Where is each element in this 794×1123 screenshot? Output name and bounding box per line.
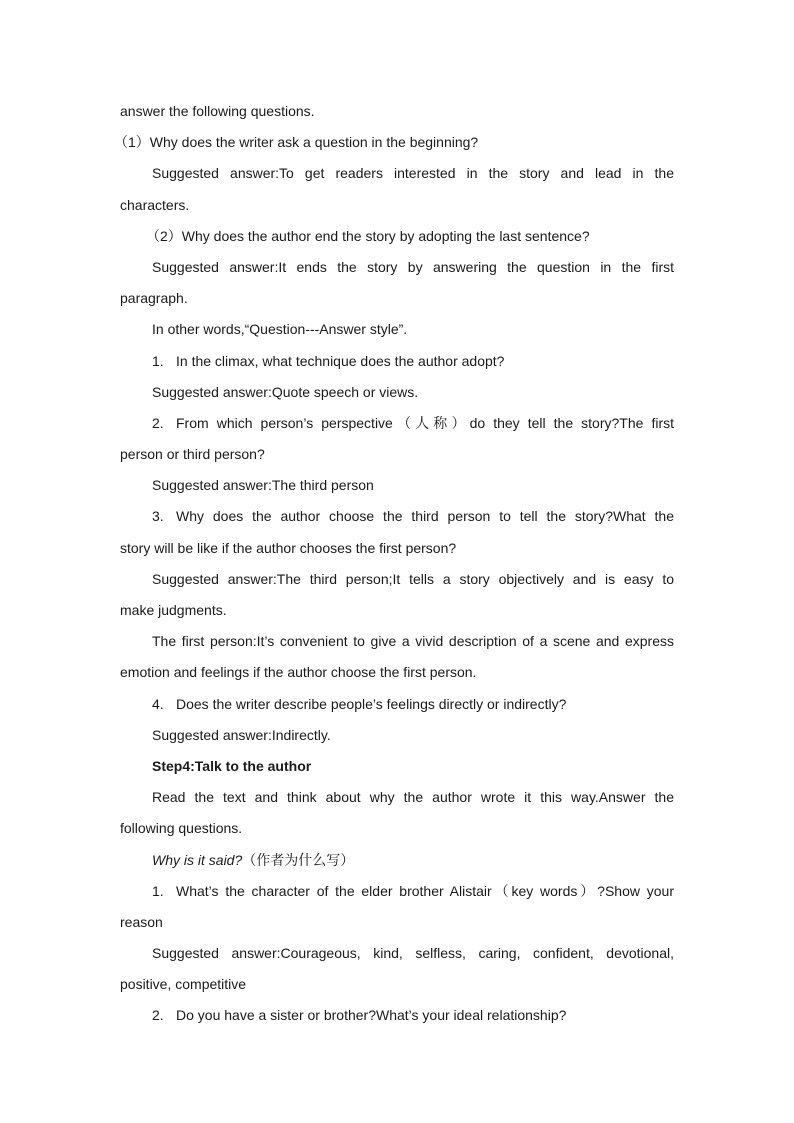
list-number: 3. [152, 508, 164, 525]
question-text: Does the writer describe people’s feelings directly or indirectly? [176, 695, 567, 712]
answer-line: Suggested answer:It ends the story by answering the question in the first [152, 258, 674, 275]
question-1-line: （1）Why does the writer ask a question in the beginning? [114, 134, 479, 151]
answer-line: Suggested answer:Quote speech or views. [152, 383, 419, 400]
chinese-note: （作者为什么写） [242, 851, 355, 868]
answer-line: Suggested answer:To get readers interested in the story and lead in the [152, 165, 674, 182]
text-line: The first person:It’s convenient to give a vivid description of a scene and express [152, 633, 674, 650]
text-line: paragraph. [120, 290, 188, 307]
subheading-line [120, 845, 674, 876]
text-line: In other words,“Question---Answer style”. [152, 321, 408, 338]
text-line: reason [120, 913, 163, 930]
text-line: answer the following questions. [120, 103, 315, 119]
list-number: 4. [152, 695, 164, 712]
list-number: 1. [152, 882, 164, 899]
answer-line: Suggested answer:The third person [152, 477, 374, 494]
numbered-question [120, 876, 674, 907]
numbered-question [120, 408, 674, 439]
text-line: person or third person? [120, 446, 265, 463]
step-heading: Step4:Talk to the author [152, 757, 312, 774]
question-2-line: （2）Why does the author end the story by adopting the last sentence? [146, 227, 590, 244]
question-text: In the climax, what technique does the author adopt? [176, 352, 505, 369]
document-page [114, 96, 674, 1032]
text-line: Read the text and think about why the author wrote it this way.Answer the [152, 789, 674, 806]
list-number: 2. [152, 1007, 164, 1024]
numbered-question [120, 1000, 674, 1031]
numbered-question [120, 346, 674, 377]
answer-line: Suggested answer:The third person;It tells a story objectively and is easy to [152, 570, 674, 587]
list-number: 1. [152, 352, 164, 369]
answer-line: Suggested answer:Courageous, kind, selfless, caring, confident, devotional, [152, 945, 674, 962]
answer-line: Suggested answer:Indirectly. [152, 726, 331, 743]
numbered-question [120, 501, 674, 532]
text-line: story will be like if the author chooses the first person? [120, 539, 457, 556]
numbered-question [120, 689, 674, 720]
question-text: Do you have a sister or brother?What’s your ideal relationship? [176, 1007, 567, 1024]
text-line: characters. [120, 196, 190, 213]
text-line: make judgments. [120, 602, 227, 618]
question-text: What’s the character of the elder brother Alistair（key words）?Show your [176, 882, 674, 899]
italic-subheading: Why is it said? [152, 851, 243, 868]
question-text: From which person’s perspective（人称）do they tell the story?The first [176, 414, 674, 431]
question-text: Why does the author choose the third person to tell the story?What the [176, 508, 674, 525]
text-line: positive, competitive [120, 976, 247, 993]
text-line: emotion and feelings if the author choose the first person. [120, 664, 477, 681]
list-number: 2. [152, 414, 164, 431]
text-line: following questions. [120, 820, 243, 837]
